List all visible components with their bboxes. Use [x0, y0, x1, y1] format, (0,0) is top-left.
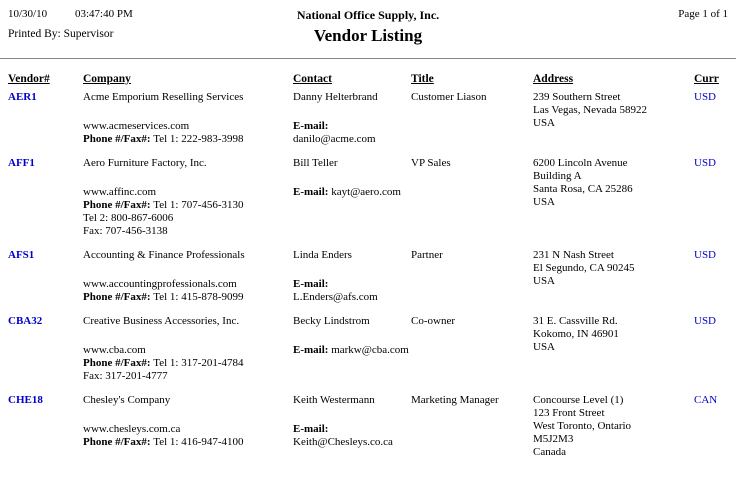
column-header-vendor: Vendor# [8, 73, 50, 85]
report-header [0, 0, 736, 58]
address-line: M5J2M3 [533, 433, 574, 445]
title-cell [411, 315, 533, 383]
curr-cell [694, 157, 728, 238]
phone-number: Tel 1: 222-983-3998 [153, 133, 244, 145]
report-title: Vendor Listing [313, 26, 423, 45]
curr-cell [694, 315, 728, 383]
column-header-curr: Curr [694, 73, 719, 85]
phone-fax-label: Phone #/Fax#: [83, 291, 154, 303]
email-label: E-mail: [293, 423, 329, 435]
contact-title: Co-owner [411, 315, 455, 327]
phone-line-first [83, 199, 293, 212]
address-cell [533, 157, 694, 238]
email-address: Keith@Chesleys.co.ca [293, 436, 393, 448]
contact-title: Customer Liason [411, 91, 487, 103]
company-cell [83, 91, 293, 146]
contact-name: Linda Enders [293, 249, 352, 261]
phone-number: Fax: 707-456-3138 [83, 225, 168, 237]
phone-number: Tel 1: 415-878-9099 [153, 291, 244, 303]
company-name: Aero Furniture Factory, Inc. [83, 157, 207, 169]
address-line: Las Vegas, Nevada 58922 [533, 104, 648, 116]
title-cell [411, 394, 533, 459]
address-cell [533, 315, 694, 383]
phone-line-first [83, 357, 293, 370]
vendor-records-list [0, 91, 736, 459]
currency-code[interactable]: USD [694, 315, 717, 327]
phone-lines-extra [83, 370, 293, 383]
title-cell [411, 157, 533, 238]
vendor-code-link[interactable]: CBA32 [8, 315, 43, 327]
address-line: Santa Rosa, CA 25286 [533, 183, 633, 195]
phone-lines-extra [83, 212, 293, 238]
email-address: L.Enders@afs.com [293, 291, 378, 303]
curr-cell [694, 249, 728, 304]
address-line: 6200 Lincoln Avenue [533, 157, 628, 169]
address-line: USA [533, 275, 556, 287]
title-cell [411, 91, 533, 146]
curr-cell [694, 394, 728, 459]
company-cell [83, 249, 293, 304]
address-line: USA [533, 196, 556, 208]
phone-number: Tel 1: 707-456-3130 [153, 199, 244, 211]
address-cell [533, 394, 694, 459]
contact-title: VP Sales [411, 157, 451, 169]
email-label: E-mail: [293, 344, 332, 356]
website-url: www.accountingprofessionals.com [83, 278, 237, 290]
vendor-cell [8, 91, 83, 146]
phone-number: Tel 2: 800-867-6006 [83, 212, 174, 224]
contact-cell [293, 249, 411, 304]
currency-code[interactable]: CAN [694, 394, 718, 406]
address-line: 231 N Nash Street [533, 249, 614, 261]
email-label: E-mail: [293, 186, 332, 198]
website-url: www.chesleys.com.ca [83, 423, 181, 435]
vendor-record [0, 157, 736, 238]
phone-fax-label: Phone #/Fax#: [83, 133, 154, 145]
company-cell [83, 394, 293, 459]
currency-code[interactable]: USD [694, 249, 717, 261]
address-line: Building A [533, 170, 582, 182]
column-header-row [0, 73, 736, 85]
contact-cell [293, 394, 411, 459]
contact-name: Keith Westermann [293, 394, 375, 406]
contact-title: Partner [411, 249, 443, 261]
company-name: Acme Emporium Reselling Services [83, 91, 244, 103]
phone-fax-label: Phone #/Fax#: [83, 436, 154, 448]
website-url: www.affinc.com [83, 186, 157, 198]
title-cell [411, 249, 533, 304]
email-line [293, 344, 411, 357]
email-line [293, 120, 411, 146]
email-line [293, 278, 411, 304]
page-number: Page 1 of 1 [678, 8, 728, 20]
email-line [293, 423, 411, 449]
contact-name: Danny Helterbrand [293, 91, 378, 103]
company-cell [83, 157, 293, 238]
address-line: 239 Southern Street [533, 91, 621, 103]
report-time: 03:47:40 PM [75, 8, 133, 20]
email-address: markw@cba.com [331, 344, 409, 356]
email-address: kayt@aero.com [331, 186, 401, 198]
printed-by-label: Printed By: Supervisor [8, 28, 114, 40]
company-name-header: National Office Supply, Inc. [296, 8, 440, 22]
curr-cell [694, 91, 728, 146]
column-header-title: Title [411, 73, 434, 85]
company-name: Accounting & Finance Professionals [83, 249, 245, 261]
column-header-address: Address [533, 73, 574, 85]
address-cell [533, 91, 694, 146]
address-line: El Segundo, CA 90245 [533, 262, 635, 274]
vendor-record [0, 394, 736, 459]
contact-name: Bill Teller [293, 157, 338, 169]
vendor-cell [8, 394, 83, 459]
company-name: Chesley's Company [83, 394, 171, 406]
header-divider [0, 58, 736, 59]
email-line [293, 186, 411, 199]
website-url: www.acmeservices.com [83, 120, 190, 132]
address-line: West Toronto, Ontario [533, 420, 632, 432]
currency-code[interactable]: USD [694, 91, 717, 103]
company-name: Creative Business Accessories, Inc. [83, 315, 240, 327]
vendor-code-link[interactable]: AFF1 [8, 157, 35, 169]
phone-fax-label: Phone #/Fax#: [83, 199, 154, 211]
email-address: danilo@acme.com [293, 133, 376, 145]
address-line: Canada [533, 446, 566, 458]
vendor-record [0, 315, 736, 383]
address-line: Kokomo, IN 46901 [533, 328, 619, 340]
address-line: 31 E. Cassville Rd. [533, 315, 618, 327]
vendor-record [0, 91, 736, 146]
address-line: USA [533, 341, 556, 353]
vendor-cell [8, 249, 83, 304]
email-label: E-mail: [293, 120, 329, 132]
contact-title: Marketing Manager [411, 394, 499, 406]
phone-line-first [83, 291, 293, 304]
contact-cell [293, 157, 411, 238]
contact-cell [293, 315, 411, 383]
vendor-record [0, 249, 736, 304]
address-cell [533, 249, 694, 304]
vendor-cell [8, 157, 83, 238]
phone-number: Tel 1: 416-947-4100 [153, 436, 244, 448]
phone-number: Tel 1: 317-201-4784 [153, 357, 244, 369]
vendor-code-link[interactable]: AER1 [8, 91, 37, 103]
address-line: 123 Front Street [533, 407, 605, 419]
column-header-company: Company [83, 73, 131, 85]
contact-cell [293, 91, 411, 146]
currency-code[interactable]: USD [694, 157, 717, 169]
phone-line-first [83, 133, 293, 146]
phone-line-first [83, 436, 293, 449]
contact-name: Becky Lindstrom [293, 315, 370, 327]
company-cell [83, 315, 293, 383]
vendor-code-link[interactable]: AFS1 [8, 249, 35, 261]
report-date: 10/30/10 [8, 8, 48, 20]
address-line: Concourse Level (1) [533, 394, 624, 406]
address-line: USA [533, 117, 556, 129]
website-url: www.cba.com [83, 344, 146, 356]
phone-number: Fax: 317-201-4777 [83, 370, 168, 382]
email-label: E-mail: [293, 278, 329, 290]
vendor-cell [8, 315, 83, 383]
phone-fax-label: Phone #/Fax#: [83, 357, 154, 369]
vendor-code-link[interactable]: CHE18 [8, 394, 43, 406]
column-header-contact: Contact [293, 73, 332, 85]
